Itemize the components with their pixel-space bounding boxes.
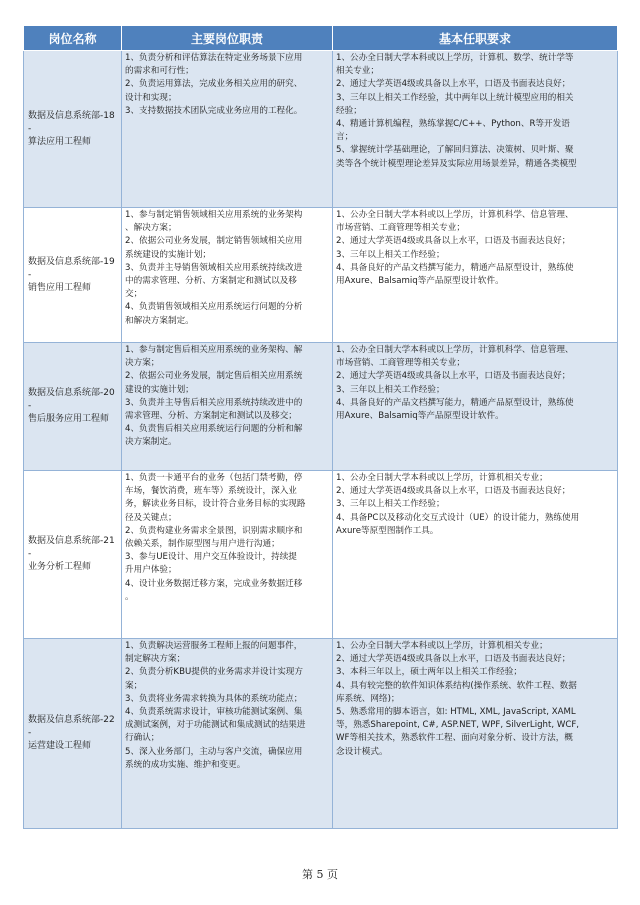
page-number: 第 5 页 — [302, 868, 338, 881]
duty-line: 中的需求管理、分析、方案制定和测试以及移 — [125, 276, 297, 287]
duty-line: 1、负责解决运营服务工程师上报的问题事件， — [125, 641, 303, 651]
duty-line: 务，解读业务目标，设计符合业务目标的实现路 — [125, 499, 306, 510]
requirement-line: 3、三年以上相关工作经验； — [336, 499, 445, 510]
requirement-line: WF等相关技术，熟悉软件工程、面向对象分析、设计方法，概 — [336, 733, 573, 744]
duty-line: 3、负责将业务需求转换为具体的系统功能点； — [125, 693, 303, 704]
duty-line: 决方案； — [125, 358, 160, 369]
requirement-line: 2、通过大学英语4级或具备以上水平，口语及书面表达良好； — [336, 236, 571, 247]
duty-line: 。 — [125, 591, 134, 602]
position-title-cell — [24, 639, 122, 829]
requirements-cell — [333, 51, 618, 208]
requirement-line: 1、公办全日制大学本科或以上学历，计算机科学、信息管理、 — [336, 210, 574, 220]
duties-cell — [122, 51, 333, 208]
duty-line: 3、参与UE设计、用户交互体验设计，持续提 — [125, 552, 297, 563]
requirement-line: 4、具备良好的产品文档撰写能力，精通产品原型设计，熟练使 — [336, 397, 574, 408]
duty-line: 成测试案例，对于功能测试和集成测试的结果进 — [125, 720, 306, 731]
duty-line: 4、负责售后相关应用系统运行问题的分析和解 — [125, 424, 303, 435]
duty-line: 行确认； — [125, 733, 160, 744]
position-title-cell — [24, 343, 122, 471]
duty-line: 3、负责并主导销售领域相关应用系统持续改进 — [125, 262, 303, 273]
requirement-line: 1、公办全日制大学本科或以上学历，计算机科学、信息管理、 — [336, 345, 574, 355]
requirement-line: 5、掌握统计学基础理论，了解回归算法、决策树、贝叶斯、聚 — [336, 145, 574, 156]
position-title-line: 数据及信息系统部-18- — [28, 110, 115, 134]
header-main-duties: 主要岗位职责 — [122, 26, 333, 51]
position-title-line: 销售应用工程师 — [28, 282, 92, 293]
position-title-line: 运营建设工程师 — [28, 741, 92, 751]
position-title-cell — [24, 471, 122, 639]
duty-line: 制定解决方案； — [125, 654, 186, 665]
duty-line: 交； — [125, 289, 143, 300]
requirement-line: 4、具备良好的产品文档撰写能力，精通产品原型设计，熟练使 — [336, 262, 574, 273]
duties-cell — [122, 208, 333, 343]
position-title-line: 业务分析工程师 — [28, 562, 92, 572]
requirement-line: Axure等原型图制作工具。 — [336, 525, 439, 536]
duty-line: 车场，餐饮消费，班车等）系统设计，深入业 — [125, 486, 297, 497]
position-title-line: 数据及信息系统部-21- — [28, 536, 115, 559]
table-row — [24, 208, 618, 343]
requirement-line: 2、通过大学英语4级或具备以上水平，口语及书面表达良好； — [336, 371, 571, 382]
requirement-line: 用Axure、Balsamiq等产品原型设计软件。 — [336, 411, 504, 422]
duty-line: 、解决方案； — [125, 223, 177, 234]
duty-line: 决方案制定。 — [125, 437, 177, 448]
requirement-line: 3、本科三年以上，硕士两年以上相关工作经验； — [336, 667, 522, 678]
duty-line: 系统建设的实施计划； — [125, 249, 211, 260]
duty-line: 案； — [125, 680, 143, 691]
position-title-line: 数据及信息系统部-20- — [28, 388, 115, 411]
requirement-line: 3、三年以上相关工作经验； — [336, 384, 445, 395]
duty-line: 需求管理、分析、方案制定和测试以及移交； — [125, 411, 297, 422]
table-row — [24, 639, 618, 829]
duty-line: 2、负责运用算法，完成业务相关应用的研究、 — [125, 79, 303, 90]
duties-cell — [122, 343, 333, 471]
duty-line: 1、负责分析和评估算法在特定业务场景下应用 — [125, 53, 303, 63]
duty-line: 1、负责一卡通平台的业务（包括门禁考勤，停 — [125, 473, 303, 483]
duty-line: 2、依据公司业务发展，制定售后相关应用系统 — [125, 371, 303, 382]
requirements-cell — [333, 471, 618, 639]
requirement-line: 3、三年以上相关工作经验； — [336, 249, 445, 260]
requirement-line: 相关专业； — [336, 66, 379, 77]
duty-line: 1、参与制定售后相关应用系统的业务架构、解 — [125, 345, 303, 355]
duty-line: 3、支持数据技术团队完成业务应用的工程化。 — [125, 105, 303, 116]
duty-line: 2、负责分析KBU提供的业务需求并设计实现方 — [125, 667, 303, 678]
duty-line: 升用户体验； — [125, 565, 177, 576]
table-header-row — [24, 26, 618, 51]
position-title-line: 售后服务应用工程师 — [28, 414, 110, 424]
duty-line: 建设的实施计划； — [125, 384, 194, 395]
position-title-cell — [24, 208, 122, 343]
requirements-cell — [333, 208, 618, 343]
requirement-line: 言； — [336, 132, 354, 143]
requirement-line: 2、通过大学英语4级或具备以上水平，口语及书面表达良好； — [336, 654, 571, 665]
duty-line: 4、负责系统需求设计，审核功能测试案例、集 — [125, 707, 303, 718]
duty-line: 依赖关系，制作原型图与用户进行沟通； — [125, 539, 280, 550]
requirement-line: 5、熟悉常用的脚本语言，如: HTML, XML, JavaScript, XAML — [336, 707, 576, 718]
table-row — [24, 51, 618, 208]
requirement-line: 经验； — [336, 105, 362, 116]
duty-line: 的需求和可行性； — [125, 66, 194, 77]
duty-line: 5、深入业务部门，主动与客户交流，确保应用 — [125, 746, 303, 757]
requirement-line: 用Axure、Balsamiq等产品原型设计软件。 — [336, 276, 504, 287]
duty-line: 1、参与制定销售领域相关应用系统的业务架构 — [125, 210, 303, 220]
header-position-name: 岗位名称 — [24, 26, 122, 51]
header-basic-requirements: 基本任职要求 — [333, 26, 618, 51]
duty-line: 2、依据公司业务发展，制定销售领域相关应用 — [125, 236, 303, 247]
requirement-line: 3、三年以上相关工作经验，其中两年以上统计模型应用的相关 — [336, 92, 574, 103]
requirement-line: 4、精通计算机编程，熟练掌握C/C++、Python、R等开发语 — [336, 119, 570, 130]
duty-line: 径及关键点； — [125, 512, 177, 523]
duty-line: 4、负责销售领域相关应用系统运行问题的分析 — [125, 302, 303, 313]
duty-line: 3、负责并主导售后相关应用系统持续改进中的 — [125, 397, 303, 408]
duty-line: 系统的成功实施、维护和变更。 — [125, 759, 246, 770]
position-title-line: 数据及信息系统部-22- — [28, 715, 115, 738]
job-requirements-table — [23, 25, 618, 829]
requirement-line: 1、公办全日制大学本科或以上学历，计算机相关专业； — [336, 641, 548, 651]
duty-line: 4、设计业务数据迁移方案，完成业务数据迁移 — [125, 578, 303, 589]
duty-line: 2、负责构建业务需求全景图，识别需求顺序和 — [125, 525, 303, 536]
duties-cell — [122, 471, 333, 639]
requirement-line: 4、具备PC以及移动化交互式设计（UE）的设计能力，熟练使用 — [336, 512, 580, 523]
requirement-line: 念设计模式。 — [336, 746, 388, 757]
requirement-line: 等，熟悉Sharepoint, C#, ASP.NET, WPF, SilverLight, WCF, — [336, 720, 580, 731]
requirement-line: 市场营销、工商管理等相关专业； — [336, 223, 465, 234]
requirement-line: 2、通过大学英语4级或具备以上水平，口语及书面表达良好； — [336, 79, 571, 90]
duties-cell — [122, 639, 333, 829]
duty-line: 和解决方案制定。 — [125, 315, 194, 326]
table-row — [24, 471, 618, 639]
position-title-line: 算法应用工程师 — [28, 136, 92, 147]
requirement-line: 1、公办全日制大学本科或以上学历，计算机、数学、统计学等 — [336, 53, 574, 63]
position-title-line: 数据及信息系统部-19- — [28, 256, 115, 280]
requirement-line: 4、具有较完整的软件知识体系结构(操作系统、软件工程、数据 — [336, 680, 577, 691]
requirement-line: 库系统、网络)； — [336, 693, 400, 704]
requirement-line: 类等各个统计模型理论差异及实际应用场景差异，精通各类模型 — [336, 158, 577, 169]
requirements-cell — [333, 343, 618, 471]
position-title-cell — [24, 51, 122, 208]
duty-line: 设计和实现； — [125, 92, 177, 103]
requirements-cell — [333, 639, 618, 829]
requirement-line: 1、公办全日制大学本科或以上学历，计算机相关专业； — [336, 473, 548, 483]
table-row — [24, 343, 618, 471]
table-body — [24, 51, 618, 829]
requirement-line: 2、通过大学英语4级或具备以上水平，口语及书面表达良好； — [336, 486, 571, 497]
requirement-line: 市场营销、工商管理等相关专业； — [336, 358, 465, 369]
